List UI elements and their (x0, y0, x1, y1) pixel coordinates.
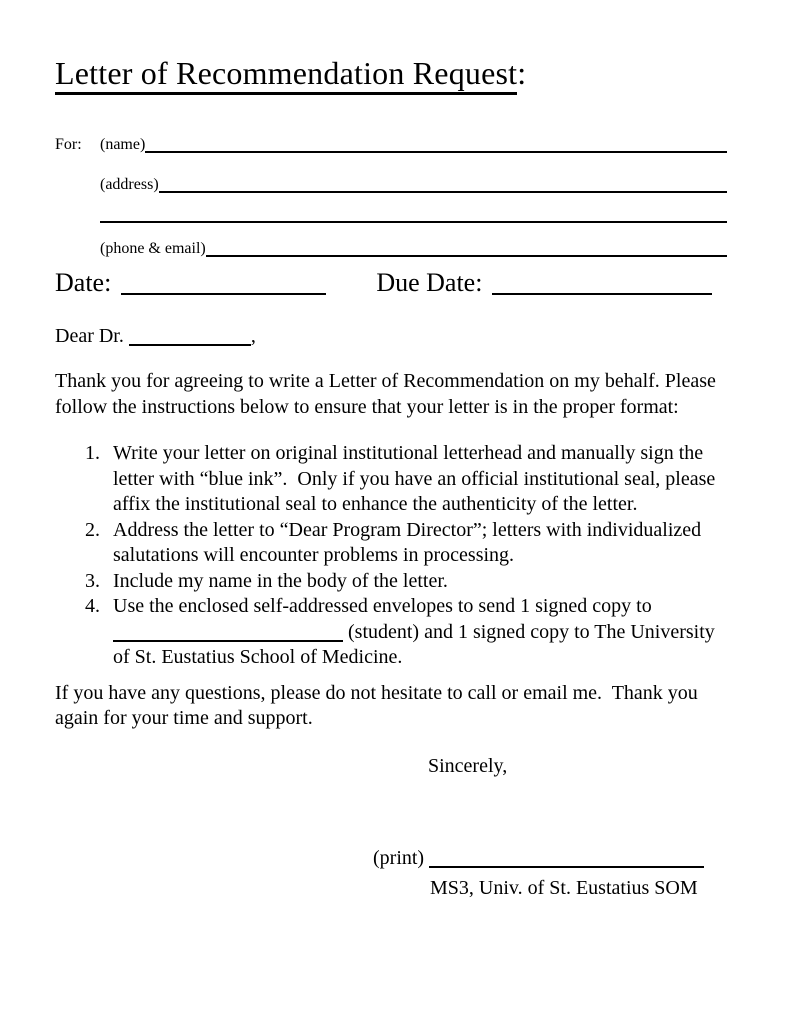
printed-name: MS3, Univ. of St. Eustatius SOM (430, 876, 698, 899)
list-item-text: Write your letter on original institutional letterhead and manually sign the letter with “blue ink”. Only if you have an official institutional seal, please affix the institutional seal to enhance the authenticity of the letter. (113, 442, 721, 515)
date-label: Date: (55, 268, 112, 297)
list-item (55, 518, 727, 569)
page-title-text: Letter of Recommendation Request (55, 55, 517, 95)
list-item-text-after-blank: (student) and 1 signed copy to The University of St. Eustatius School of Medicine. (113, 620, 720, 668)
address-field-row (55, 175, 727, 195)
list-item-text: Include my name in the body of the letter. (113, 569, 448, 592)
print-name-blank (429, 862, 704, 868)
phone-email-field-label: (phone & email) (100, 240, 206, 257)
intro-paragraph: Thank you for agreeing to write a Letter of Recommendation on my behalf. Please follow the instructions below to ensure that your letter is in the proper format: (55, 370, 721, 418)
list-item-text: Address the letter to “Dear Program Director”; letters with individualized salutations will encounter problems in processing. (113, 518, 707, 566)
name-field-label: (name) (100, 136, 146, 153)
student-address-blank (113, 636, 343, 642)
page-title-colon: : (517, 55, 527, 91)
name-field-blank (145, 149, 727, 153)
list-item (55, 441, 727, 518)
due-date-blank (492, 289, 712, 295)
list-item (55, 569, 727, 595)
salutation-prefix: Dear Dr. (55, 325, 124, 347)
address-field-label: (address) (100, 176, 159, 193)
address-line2-field-row (55, 215, 727, 219)
closing-paragraph: If you have any questions, please do not hesitate to call or email me. Thank you again for your time and support. (55, 681, 703, 729)
phone-email-field-row (55, 239, 727, 259)
name-field-row (55, 135, 727, 155)
due-date-label: Due Date: (376, 268, 483, 297)
address-field-blank (159, 189, 727, 193)
address-line2-field-blank (100, 219, 727, 223)
page-title (55, 55, 727, 91)
print-label: (print) (373, 846, 425, 869)
salutation-suffix: , (250, 325, 256, 347)
list-item-text (113, 594, 727, 671)
list-item-text-before-blank: Use the enclosed self-addressed envelopes to send 1 signed copy to (113, 595, 652, 617)
list-item-number: 2. (85, 518, 100, 541)
list-item (55, 594, 727, 671)
list-item-number: 1. (85, 442, 100, 464)
list-item-number: 3. (85, 569, 100, 592)
phone-email-field-blank (206, 253, 727, 257)
date-row (55, 267, 727, 299)
instruction-list (55, 441, 727, 671)
print-name-row (55, 845, 727, 872)
signoff: Sincerely, (428, 754, 508, 777)
recipient-info-section (55, 135, 727, 259)
list-item-number: 4. (85, 595, 100, 617)
date-blank (121, 289, 326, 295)
recipient-name-blank (129, 340, 251, 346)
salutation-row (55, 323, 727, 349)
for-label: For: (55, 136, 82, 153)
